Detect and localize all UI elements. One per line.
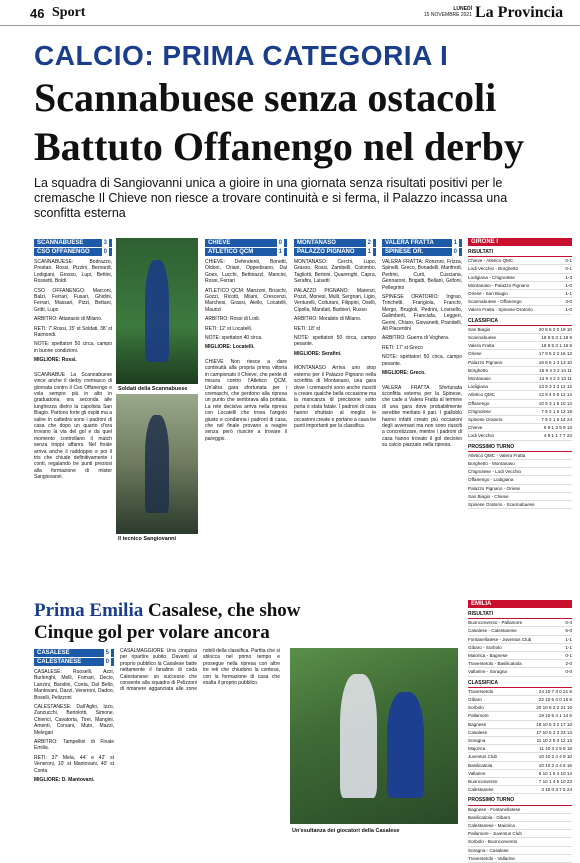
goals: RETI: 17' st Greco bbox=[382, 344, 423, 351]
team-bar: CSO OFFANENGO 0 bbox=[34, 248, 112, 256]
emilia-headline-2: Cinque gol per volare ancora bbox=[34, 622, 270, 643]
standings-row: Spinese Oratorio 7 9 2 1 6 14 24 bbox=[468, 416, 572, 424]
result-row: Oriese - San Biagio 1-1 bbox=[468, 290, 572, 298]
standings-row: Soragna 11 10 2 5 3 12 13 bbox=[468, 737, 572, 745]
standings-row: Juventus Club 10 10 2 4 4 9 10 bbox=[468, 753, 572, 761]
fixture-row: San Biagio - Chieve bbox=[468, 493, 572, 501]
referee: ARBITRO: Guerra di Voghera. bbox=[382, 335, 450, 342]
notes: NOTE: spettatori 40 circa. bbox=[205, 335, 263, 342]
standings-row: Borghetto 15 9 4 3 2 14 11 bbox=[468, 367, 572, 375]
best-player: MIGLIORE: Serafini. bbox=[294, 350, 342, 357]
result-row: Montanaso - Palazzo Pignano 1-0 bbox=[468, 282, 572, 290]
standings-row: Palazzo Pignano 16 9 5 1 3 13 10 bbox=[468, 359, 572, 367]
sidebar-title: GIRONE I bbox=[468, 238, 572, 246]
best-player: MIGLIORE: Locatelli. bbox=[205, 344, 255, 351]
goals: RETI: 18' st bbox=[294, 325, 320, 332]
away-lineup: PALAZZO PIGNANO: Marenzi, Pozzi, Monesi, Mulli, Sergnan, Ligio, Venturelli, Colturani, Filippini, Oselli, Cipolla, Mandati, Barbieri, Russo bbox=[294, 287, 376, 313]
standings-row: Calestanese 3 10 0 3 7 5 24 bbox=[468, 786, 572, 794]
fixture-row: Bagnese - Fontanellatese bbox=[468, 806, 572, 814]
team-bar: ATLETICO QCM 1 bbox=[205, 248, 287, 256]
match-box-3 bbox=[294, 238, 376, 429]
photo-soldati bbox=[116, 238, 198, 384]
standings-row: Scannabuese 18 9 5 3 1 18 6 bbox=[468, 334, 572, 342]
referee: ARBITRO: Attanasio di Milano. bbox=[34, 316, 103, 323]
page-number: 46 bbox=[30, 6, 45, 21]
next-round-list bbox=[468, 806, 572, 863]
girone-sidebar bbox=[468, 238, 572, 509]
headline-1: Scannabuese senza ostacoli bbox=[34, 75, 497, 120]
team-bar: SPINESE OR. 0 bbox=[382, 248, 462, 256]
page-header bbox=[0, 0, 580, 26]
sidebar-title: EMILIA bbox=[468, 600, 572, 608]
result-row: Fontanellatese - Juventus Club 1-1 bbox=[468, 636, 572, 644]
fixture-row: Spinese Oratorio - Scannabuese bbox=[468, 501, 572, 509]
kicker: CALCIO: PRIMA CATEGORIA I bbox=[34, 40, 449, 71]
result-row: Valera Fratta - Spinese Oratorio 1-0 bbox=[468, 306, 572, 314]
emilia-report: CASALMAGGIORE Una cinquina per ripartire subito. Davanti al proprio pubblico la Casalese batte nettamente il fanalino di coda Calestanese: un successo che consente alla squadra di Pelizzoni di rimanere agganciata alle zone nobili della classifica. Partita che si sblocca nel primo tempo e prosegue nella ripresa con altre tre reti che chiudono la contesa, con la formazione di casa che esalta il proprio pubblico. bbox=[120, 648, 280, 693]
standings-row: Lodigiana 13 9 3 3 3 12 12 bbox=[468, 383, 572, 391]
result-row: Vallarine - Soragna 0-0 bbox=[468, 668, 572, 676]
result-row: Maiorica - Bagnese 0-1 bbox=[468, 652, 572, 660]
fixture-row: Borghetto - Montanaso bbox=[468, 460, 572, 468]
home-lineup: MONTANASO: Cerchi, Lupo, Grasso, Rossi, Zambelli, Colombo, Tagliotti, Bertoni, Quarenghi, Capra, Serafini, Luisetti bbox=[294, 259, 376, 285]
standings-row: San Biagio 20 8 6 2 0 19 10 bbox=[468, 326, 572, 334]
standings-row: Traversetolo 24 10 7 3 0 21 5 bbox=[468, 688, 572, 696]
result-row: Lodi Vecchio - Borghetto 0-1 bbox=[468, 265, 572, 273]
standings-row: Gibaro 22 10 6 4 0 15 5 bbox=[468, 696, 572, 704]
referee: ARBITRO: Morabito di Milano. bbox=[294, 316, 362, 323]
standings-row: Casalese 17 10 5 2 3 23 14 bbox=[468, 729, 572, 737]
match-box-4 bbox=[382, 238, 462, 449]
referee: ARBITRO: Tampellini di Finale Emilia. bbox=[34, 739, 114, 752]
best-player: MIGLIORE: D. Mantovani. bbox=[34, 777, 95, 784]
notes: NOTE: spettatori 50 circa, campo pesante. bbox=[382, 354, 462, 367]
standings-title: CLASSIFICA bbox=[468, 680, 572, 688]
standings-row: Chignolese 7 9 2 1 6 12 19 bbox=[468, 408, 572, 416]
results-list bbox=[468, 257, 572, 314]
next-title: PROSSIMO TURNO bbox=[468, 444, 572, 452]
away-lineup: CSO OFFANENGO: Marconi, Balzi, Ferrari, Fusari, Ghidini, Ferrari, Massari, Pizzi, Bettani, Gritti, Lupo bbox=[34, 287, 112, 313]
match-report: CHIEVE Non riesce a dare continuità alla propria prima vittoria in campionato il Chieve, che perde di misura contro l'Atletico QCM. Un'altra gara sfortunata per i cremaschi, che perdono alla ripresa un punto che sembrava alla portata. La rete decisiva arriva nella ripresa con Locatelli che trova l'angolo giusto e condanna i padroni di casa, che nel finale provano a reagire senza però riuscire a trovare il pareggio. bbox=[205, 358, 287, 442]
away-lineup: ATLETICO QCM: Manzoni, Bruschi, Gozzi, Ricotti, Milani, Crescenzi, Marchesi, Grassi, Aiello, Locatelli, Maurizi bbox=[205, 287, 287, 313]
result-row: Chieve - Atletico QMC 0-1 bbox=[468, 257, 572, 265]
standings-table bbox=[468, 326, 572, 441]
emilia-match-box bbox=[34, 648, 114, 784]
standings-row: Vallarine 8 10 1 5 4 10 14 bbox=[468, 770, 572, 778]
standings-row: Buonconvento 7 10 1 4 5 10 23 bbox=[468, 778, 572, 786]
standings-row: Bagnese 18 10 5 3 2 17 10 bbox=[468, 721, 572, 729]
emilia-sidebar bbox=[468, 600, 572, 863]
next-round-list bbox=[468, 452, 572, 509]
photo-caption: Il tecnico Sangiovanni bbox=[118, 536, 177, 542]
best-player: MIGLIORE: Greco. bbox=[382, 370, 426, 377]
notes: NOTE: spettatori 50 circa, campo pesante. bbox=[294, 335, 376, 348]
standings-title: CLASSIFICA bbox=[468, 318, 572, 326]
standings-row: Sorbolo 20 10 6 2 2 21 10 bbox=[468, 704, 572, 712]
subheadline: La squadra di Sangiovanni unica a gioire in una giornata senza risultati positivi per le cremasche Il Chieve non riesce a trovare continuità e si ferma, il Palazzo incassa una sconfitta esterna bbox=[34, 176, 508, 220]
fixture-row: Basilicatiola - Gibaro bbox=[468, 814, 572, 822]
result-row: Scannabuese - Offanengo 3-0 bbox=[468, 298, 572, 306]
photo-caption: Un'esultanza dei giocatori della Casalese bbox=[292, 828, 400, 834]
result-row: Buonconvento - Pallamore 0-4 bbox=[468, 619, 572, 627]
team-bar: MONTANASO 2 bbox=[294, 239, 376, 247]
best-player: MIGLIORE: Rossi. bbox=[34, 357, 77, 364]
goals: RETI: 7' Rossi, 15' st Soldati, 38' st Raimondi. bbox=[34, 325, 112, 339]
match-report: SCANNABUE La Scannabuese vince anche il derby cremasco di giornata contro il Cso Offanengo e vola sempre più in alto in graduatoria, ora seconda alle lunghezza dietro la capolista San Biagio. Partono forte gli ospiti ma a salire in cattedra sono i padroni di casa che dopo un quarto d'ora trovano la via del gol e da quel momento controllano il match senza troppi affanni. Nel finale arriva anche il raddoppio e poi il tris che chiude definitivamente i conti, regalando tre punti preziosi alla formazione di mister Sangiovanni. bbox=[34, 371, 112, 481]
match-box-2 bbox=[205, 238, 287, 442]
goals: RETI: 12' st Locatelli. bbox=[205, 325, 253, 332]
standings-row: Basilicatiola 10 10 2 4 4 6 16 bbox=[468, 762, 572, 770]
fixture-row: Atletico QMC - Valera Fratta bbox=[468, 452, 572, 460]
home-lineup: SCANNABUESE: Bodrazzo, Prestan, Rossi, Pizzini, Bernardi, Lodigiani, Grosso, Lupi, Bettini, Rossetti, Boldi bbox=[34, 259, 112, 285]
match-report: VALERA FRATTA Sfortunata sconfitta esterna per la Spinese, che cade a Valera Fratta al termine di una gara dove probabilmente avrebbe meritato il pari. I gialloblù hanno infatti creato più occasioni degli avversari ma non sono riusciti a concretizzare, mentre i padroni di casa hanno trovato il gol decisivo su calcio piazzato nella ripresa. bbox=[382, 384, 462, 449]
home-lineup: VALERA FRATTA: Ronzoni, Frizza, Spinelli, Greco, Bonadelli, Manfredi, Pedrini, Curti, Cusciana, Gennaroni, Brigatti, Bellani, Grifoni, Pellegrino bbox=[382, 259, 462, 291]
standings-row: Majorica 11 10 3 2 5 8 18 bbox=[468, 745, 572, 753]
referee: ARBITRO: Rossi di Lodi. bbox=[205, 316, 261, 323]
result-row: Traversetolo - Basilicatiola 2-0 bbox=[468, 660, 572, 668]
team-bar: CHIEVE 0 bbox=[205, 239, 287, 247]
results-list bbox=[468, 619, 572, 676]
standings-table bbox=[468, 688, 572, 795]
photo-caption: Soldati della Scannabuese bbox=[118, 386, 188, 392]
goals: RETI: 37' Mela, 44' e 42' st Veneroni, 10' st Mantovani, 40' st Conta bbox=[34, 754, 114, 774]
fixture-row: Calestanese - Maiorica bbox=[468, 822, 572, 830]
section-name: Sport bbox=[52, 5, 86, 20]
standings-row: Lodi Vecchio 4 9 1 1 7 7 23 bbox=[468, 432, 572, 440]
standings-row: Montanaso 14 9 4 2 3 13 11 bbox=[468, 375, 572, 383]
fixture-row: Traversetolo - Vallarine bbox=[468, 855, 572, 863]
away-lineup: CALESTANESE: Dall'Aglio, Izzo, Zanzucchi, Bertolotti, Simone, Chierici, Cavatorta, Tirei, Mangini, Amenti, Corsani, Muto, Mazzi, Melegari bbox=[34, 704, 114, 736]
standings-row: Valera Fratta 18 9 5 3 1 16 5 bbox=[468, 342, 572, 350]
home-lineup: CHIEVE: Defendenti, Bonetti, Oldoni, Oriani, Oppedisano, Dal Goes, Lucchi, Bettinazzi, Mancini, Rossi, Ferrari bbox=[205, 259, 287, 285]
home-lineup: CASALESE: Ruoselli, Azzi, Burlenghi, Melli, Fornari, Decio, Lanzini, Bandini, Conta, Dal Bello, Mantovani, Dazzi, Veneroni, Dadoo, Boselli, Pelizzoni bbox=[34, 669, 114, 701]
photo-trainer bbox=[116, 394, 198, 534]
issue-date: LUNEDÌ 15 NOVEMBRE 2021 bbox=[423, 6, 472, 18]
newspaper-logo: La Provincia bbox=[475, 4, 564, 21]
notes: NOTE: spettatori 50 circa, campo in buone condizioni. bbox=[34, 341, 112, 354]
standings-row: Offanengo 10 9 3 1 5 10 14 bbox=[468, 400, 572, 408]
match-box-1 bbox=[34, 238, 112, 481]
team-bar: PALAZZO PIGNANO 1 bbox=[294, 248, 376, 256]
standings-row: Pallamore 19 10 5 4 1 14 6 bbox=[468, 712, 572, 720]
fixture-row: Palazzo Pignano - Oriese bbox=[468, 485, 572, 493]
fixture-row: Sorbolo - Buonconvento bbox=[468, 838, 572, 846]
emilia-headline-1: Prima Emilia Casalese, che show bbox=[34, 600, 301, 621]
match-report: MONTANASO Arriva uno stop esterno per il Palazzo Pignano nella sconfitta di Montanaso, una gara dove i cremaschi sono anche riusciti a creare qualche bella occasione ma la mancanza di precisione sotto porta è stata fatale. I padroni di casa hanno sfruttato al meglio le occasioni create e portano a casa tre punti importanti per la classifica. bbox=[294, 365, 376, 429]
results-title: RISULTATI bbox=[468, 249, 572, 257]
headline-2: Battuto Offanengo nel derby bbox=[34, 124, 524, 169]
standings-row: Oriese 17 9 5 2 2 16 13 bbox=[468, 350, 572, 358]
result-row: Lodigiana - Chignolese 1-3 bbox=[468, 274, 572, 282]
standings-row: Chieve 6 9 1 3 5 9 13 bbox=[468, 424, 572, 432]
photo-emilia bbox=[290, 648, 458, 824]
team-bar: VALERA FRATTA 1 bbox=[382, 239, 462, 247]
team-bar: CASALESE 5 bbox=[34, 649, 114, 657]
fixture-row: Chignolese - Lodi Vecchio bbox=[468, 468, 572, 476]
results-title: RISULTATI bbox=[468, 611, 572, 619]
result-row: Casalese - Calestanese 5-0 bbox=[468, 627, 572, 635]
away-lineup: SPINESE ORATORIO: Ingrao, Trinchetti, Frangiola, Franchi, Mergo, Brugioli, Pedrini, Lovisello, Galimberti, Franciafa, Leggeri, Gerini, Chiaro, Giovanetti, Prandelli, Alt Piacentini bbox=[382, 294, 462, 333]
standings-row: Atletico QMC 12 9 4 0 5 12 14 bbox=[468, 391, 572, 399]
fixture-row: Pallamore - Juventus Club bbox=[468, 830, 572, 838]
fixture-row: Soragna - Casalese bbox=[468, 847, 572, 855]
result-row: Gibaro - Sorbolo 1-1 bbox=[468, 644, 572, 652]
fixture-row: Offanengo - Lodigiana bbox=[468, 476, 572, 484]
team-bar: SCANNABUESE 3 bbox=[34, 239, 112, 247]
team-bar: CALESTANESE 0 bbox=[34, 658, 114, 666]
next-title: PROSSIMO TURNO bbox=[468, 797, 572, 805]
